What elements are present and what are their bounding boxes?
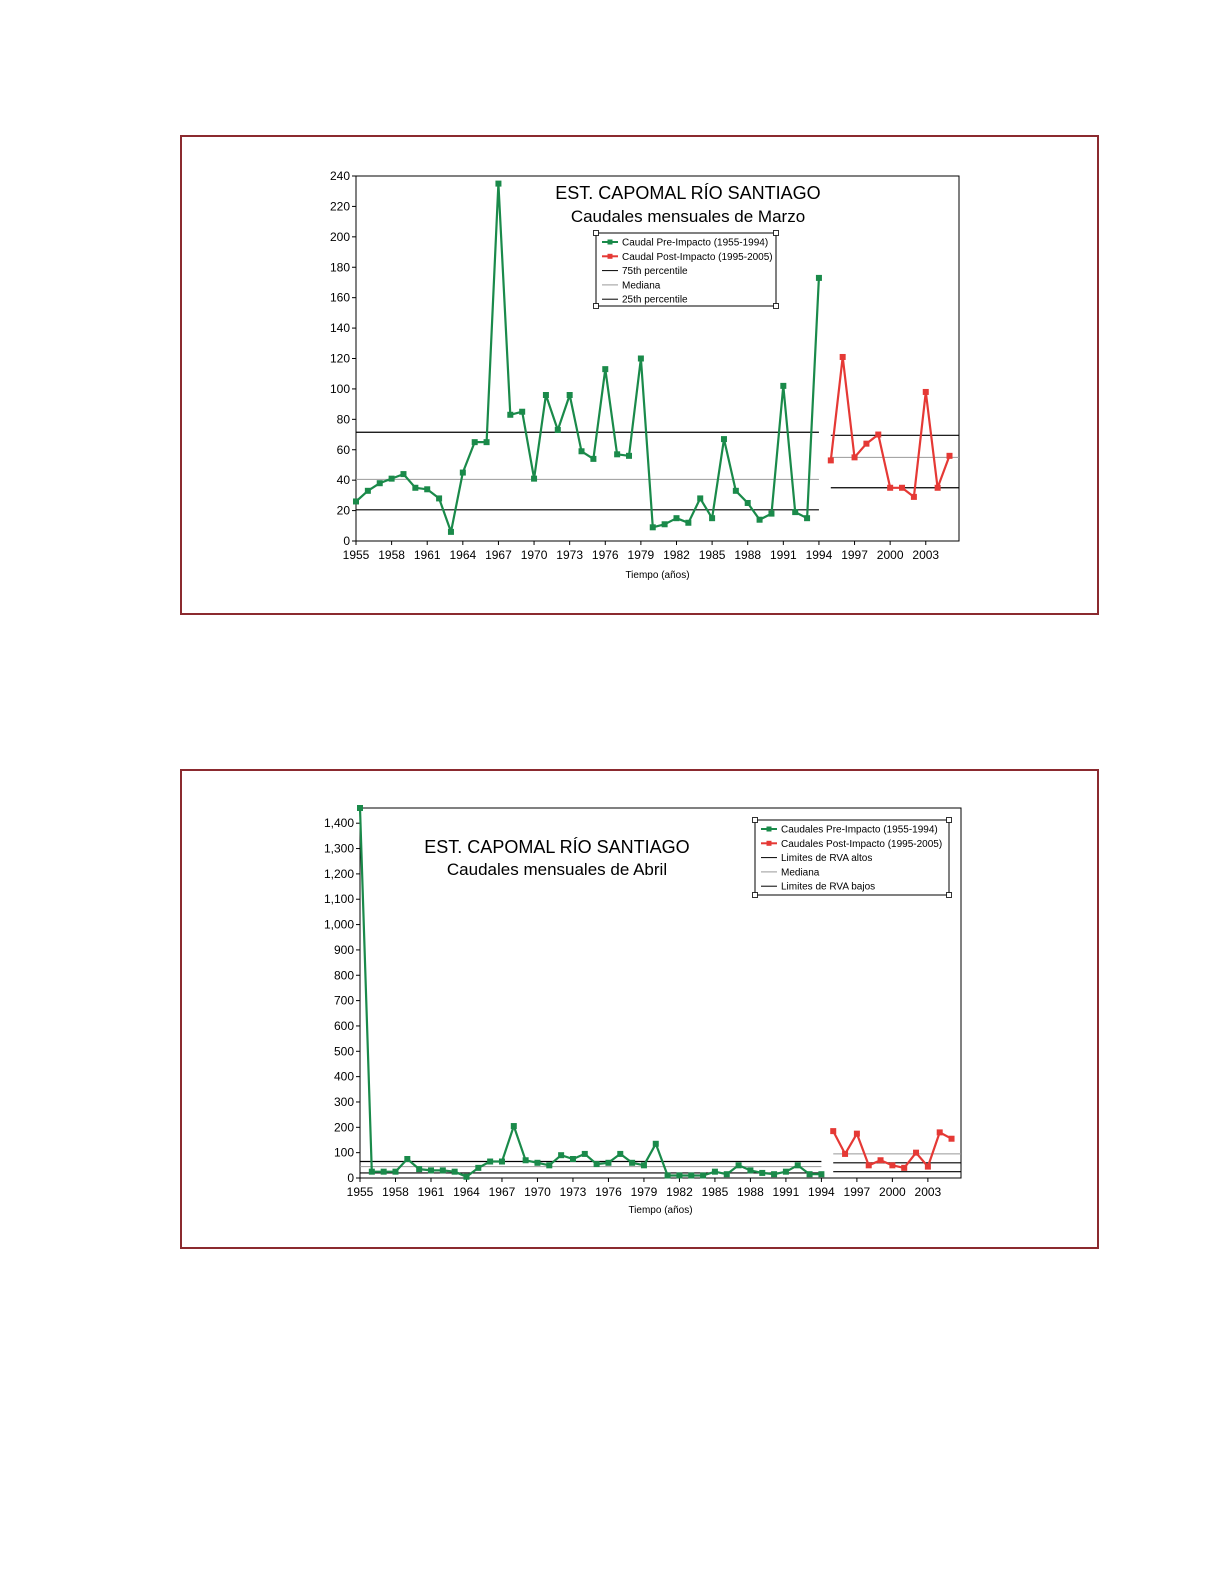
data-point — [935, 485, 941, 491]
data-point — [685, 520, 691, 526]
plot-area — [356, 176, 959, 541]
y-tick-label: 500 — [333, 1044, 354, 1059]
x-tick-label: 2003 — [912, 548, 940, 562]
x-tick-label: 1982 — [663, 548, 690, 562]
data-point — [412, 485, 418, 491]
data-point — [688, 1172, 694, 1178]
data-point — [650, 524, 656, 530]
legend-handle — [753, 893, 758, 898]
data-point — [519, 409, 525, 415]
x-tick-label: 2000 — [879, 1185, 906, 1199]
data-point — [460, 470, 466, 476]
data-point — [887, 485, 893, 491]
x-tick-label: 1958 — [382, 1185, 409, 1199]
data-point — [487, 1159, 493, 1165]
legend-handle — [947, 818, 952, 823]
legend-label: Mediana — [781, 867, 820, 879]
x-tick-label: 1955 — [346, 1185, 374, 1199]
x-tick-label: 1988 — [734, 548, 762, 562]
legend-marker — [767, 841, 772, 846]
x-tick-label: 2003 — [914, 1185, 942, 1199]
data-point — [638, 356, 644, 362]
y-tick-label: 240 — [329, 169, 350, 183]
chart-title: EST. CAPOMAL RÍO SANTIAGO — [424, 837, 690, 857]
data-point — [626, 453, 632, 459]
data-point — [452, 1169, 458, 1175]
data-point — [852, 454, 858, 460]
data-point — [889, 1162, 895, 1168]
data-point — [854, 1131, 860, 1137]
legend-handle — [594, 304, 599, 309]
data-point — [947, 453, 953, 459]
y-tick-label: 200 — [333, 1120, 354, 1135]
x-axis-label: Tiempo (años) — [628, 1205, 693, 1216]
data-point — [440, 1167, 446, 1173]
data-point — [923, 389, 929, 395]
data-point — [567, 392, 573, 398]
data-point — [757, 517, 763, 523]
chart-subtitle: Caudales mensuales de Marzo — [570, 207, 806, 226]
y-tick-label: 1,400 — [323, 816, 354, 831]
x-tick-label: 1958 — [378, 548, 405, 562]
x-tick-label: 1979 — [630, 1185, 658, 1199]
data-point — [617, 1151, 623, 1157]
data-point — [558, 1152, 564, 1158]
data-point — [570, 1156, 576, 1162]
data-point — [795, 1162, 801, 1168]
data-point — [629, 1160, 635, 1166]
legend-label: 25th percentile — [622, 294, 688, 306]
x-tick-label: 1964 — [453, 1185, 480, 1199]
y-tick-label: 600 — [333, 1018, 354, 1033]
y-tick-label: 900 — [333, 942, 354, 957]
data-point — [709, 515, 715, 521]
y-tick-label: 1,200 — [323, 866, 354, 881]
data-point — [605, 1160, 611, 1166]
data-point — [697, 495, 703, 501]
x-tick-label: 1994 — [805, 548, 833, 562]
data-point — [377, 480, 383, 486]
data-point — [818, 1171, 824, 1177]
legend-handle — [947, 893, 952, 898]
y-tick-label: 80 — [336, 412, 350, 427]
data-point — [733, 488, 739, 494]
data-point — [949, 1136, 955, 1142]
data-point — [842, 1151, 848, 1157]
x-tick-label: 1991 — [769, 548, 797, 562]
data-point — [712, 1169, 718, 1175]
data-point — [641, 1162, 647, 1168]
legend-handle — [594, 231, 599, 236]
data-point — [428, 1167, 434, 1173]
data-point — [759, 1170, 765, 1176]
legend-handle — [774, 231, 779, 236]
x-tick-label: 1973 — [559, 1185, 587, 1199]
legend-label: Caudales Pre-Impacto (1955-1994) — [781, 824, 938, 836]
legend-label: Caudales Post-Impacto (1995-2005) — [781, 838, 943, 850]
data-point — [878, 1157, 884, 1163]
data-point — [662, 521, 668, 527]
data-point — [614, 451, 620, 457]
x-tick-label: 1988 — [737, 1185, 764, 1199]
y-tick-label: 0 — [343, 534, 350, 548]
x-tick-label: 1976 — [595, 1185, 622, 1199]
x-tick-label: 1997 — [843, 1185, 871, 1199]
y-tick-label: 1,300 — [323, 841, 354, 856]
legend-label: Caudal Post-Impacto (1995-2005) — [622, 251, 773, 263]
x-axis-label: Tiempo (años) — [625, 570, 690, 581]
x-tick-label: 1976 — [591, 548, 619, 562]
chart-frame-marzo — [180, 135, 1099, 615]
y-tick-label: 1,100 — [323, 892, 354, 907]
data-point — [523, 1157, 529, 1163]
data-point — [472, 439, 478, 445]
data-point — [736, 1162, 742, 1168]
data-point — [511, 1123, 517, 1129]
data-point — [700, 1172, 706, 1178]
x-tick-label: 1964 — [449, 548, 477, 562]
data-point — [816, 275, 822, 281]
data-point — [400, 471, 406, 477]
x-tick-label: 1967 — [488, 1185, 516, 1199]
chart-frame-abril — [180, 769, 1099, 1249]
y-tick-label: 40 — [336, 473, 350, 488]
data-point — [484, 439, 490, 445]
data-point — [866, 1162, 872, 1168]
data-point — [507, 412, 513, 418]
legend-label: Mediana — [622, 280, 661, 292]
y-tick-label: 100 — [329, 381, 350, 396]
data-point — [392, 1169, 398, 1175]
data-point — [925, 1164, 931, 1170]
legend-label: Caudal Pre-Impacto (1955-1994) — [622, 237, 769, 249]
x-tick-label: 1979 — [627, 548, 655, 562]
data-point — [579, 448, 585, 454]
data-point — [463, 1174, 469, 1180]
data-point — [381, 1169, 387, 1175]
y-tick-label: 220 — [329, 199, 350, 214]
x-tick-label: 1961 — [417, 1185, 445, 1199]
chart-marzo — [182, 137, 1101, 617]
data-point — [937, 1129, 943, 1135]
x-tick-label: 1997 — [841, 548, 868, 562]
x-tick-label: 1973 — [556, 548, 584, 562]
x-tick-label: 1970 — [520, 548, 548, 562]
data-point — [721, 436, 727, 442]
data-point — [901, 1165, 907, 1171]
data-point — [875, 432, 881, 438]
data-point — [357, 805, 363, 811]
x-tick-label: 1991 — [772, 1185, 800, 1199]
y-tick-label: 400 — [333, 1069, 354, 1084]
data-point — [590, 456, 596, 462]
data-point — [404, 1156, 410, 1162]
y-tick-label: 200 — [329, 229, 350, 244]
legend-handle — [774, 304, 779, 309]
chart-abril — [182, 771, 1101, 1251]
data-point — [768, 511, 774, 517]
data-point — [389, 476, 395, 482]
x-tick-label: 1955 — [342, 548, 370, 562]
data-point — [807, 1171, 813, 1177]
legend-marker — [608, 254, 613, 259]
data-point — [499, 1159, 505, 1165]
data-point — [369, 1169, 375, 1175]
data-point — [582, 1151, 588, 1157]
legend-handle — [753, 818, 758, 823]
data-point — [495, 181, 501, 187]
legend-label: Limites de RVA bajos — [781, 881, 876, 893]
data-point — [771, 1171, 777, 1177]
data-point — [911, 494, 917, 500]
data-point — [365, 488, 371, 494]
data-point — [747, 1167, 753, 1173]
chart-subtitle: Caudales mensuales de Abril — [446, 860, 668, 879]
data-point — [424, 486, 430, 492]
data-point — [840, 354, 846, 360]
chart-title: EST. CAPOMAL RÍO SANTIAGO — [555, 183, 821, 203]
data-point — [913, 1150, 919, 1156]
data-point — [436, 495, 442, 501]
x-tick-label: 1985 — [701, 1185, 729, 1199]
y-tick-label: 100 — [333, 1145, 354, 1160]
y-tick-label: 120 — [329, 351, 350, 366]
data-point — [745, 500, 751, 506]
data-point — [783, 1169, 789, 1175]
x-tick-label: 2000 — [876, 548, 904, 562]
legend-marker — [767, 827, 772, 832]
data-point — [594, 1161, 600, 1167]
y-tick-label: 20 — [336, 503, 350, 518]
data-point — [555, 427, 561, 433]
y-tick-label: 700 — [333, 993, 354, 1008]
data-point — [676, 1172, 682, 1178]
y-tick-label: 0 — [347, 1171, 354, 1185]
data-point — [416, 1166, 422, 1172]
x-tick-label: 1967 — [485, 548, 512, 562]
data-point — [804, 515, 810, 521]
y-tick-label: 180 — [329, 260, 350, 275]
x-tick-label: 1982 — [666, 1185, 693, 1199]
data-point — [534, 1160, 540, 1166]
data-point — [602, 366, 608, 372]
legend-label: 75th percentile — [622, 266, 688, 278]
x-tick-label: 1994 — [808, 1185, 835, 1199]
data-point — [475, 1165, 481, 1171]
data-point — [546, 1162, 552, 1168]
x-tick-label: 1985 — [698, 548, 726, 562]
y-tick-label: 60 — [336, 442, 350, 457]
data-point — [780, 383, 786, 389]
data-point — [531, 476, 537, 482]
data-point — [724, 1171, 730, 1177]
x-tick-label: 1970 — [524, 1185, 551, 1199]
y-tick-label: 160 — [329, 290, 350, 305]
data-point — [899, 485, 905, 491]
data-point — [543, 392, 549, 398]
data-point — [792, 509, 798, 515]
y-tick-label: 140 — [329, 321, 350, 336]
data-point — [828, 457, 834, 463]
legend-marker — [608, 240, 613, 245]
x-tick-label: 1961 — [413, 548, 441, 562]
data-point — [673, 515, 679, 521]
data-point — [448, 529, 454, 535]
data-point — [353, 498, 359, 504]
y-tick-label: 300 — [333, 1094, 354, 1109]
data-point — [653, 1141, 659, 1147]
y-tick-label: 1,000 — [323, 917, 354, 932]
data-point — [665, 1172, 671, 1178]
data-point — [863, 441, 869, 447]
y-tick-label: 800 — [333, 968, 354, 983]
legend-label: Limites de RVA altos — [781, 853, 873, 865]
data-point — [830, 1128, 836, 1134]
